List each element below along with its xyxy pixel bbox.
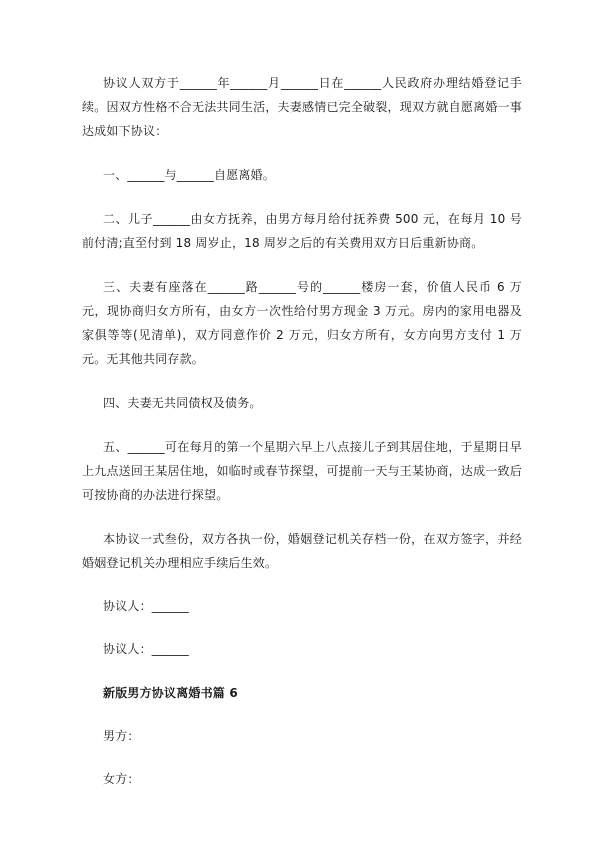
male-party-label: 男方： xyxy=(103,729,140,743)
signature-line-1: 协议人：______ xyxy=(103,599,190,613)
clause-4: 四、夫妻无共同债权及债务。 xyxy=(103,396,262,410)
clause-1: 一、______与______自愿离婚。 xyxy=(103,168,276,182)
closing-paragraph: 本协议一式叁份，双方各执一份，婚姻登记机关存档一份，在双方签字，并经婚姻登记机关办理相应手续后生效。 xyxy=(82,532,522,570)
clause-3: 三、夫妻有座落在______路______号的______楼房一套，价值人民币 6 万元，现协商归女方所有，由女方一次性给付男方现金 3 万元。房内的家用电器及家俱等等(见清单)，双方同意作价 2 万元，归女方所有，女方向男方支付 1 万元。无其他共同存款。 xyxy=(82,280,522,366)
clause-2: 二、儿子______由女方抚养，由男方每月给付抚养费 500 元，在每月 10 号前付清;直至付到 18 周岁止，18 周岁之后的有关费用双方日后重新协商。 xyxy=(82,212,522,250)
female-party-label: 女方： xyxy=(103,772,140,786)
signature-line-2: 协议人：______ xyxy=(103,642,190,656)
section-heading: 新版男方协议离婚书篇 6 xyxy=(103,686,238,700)
clause-5: 五、______可在每月的第一个星期六早上八点接儿子到其居住地，于星期日早上九点送回王某居住地，如临时或春节探望，可提前一天与王某协商，达成一致后可按协商的办法进行探望。 xyxy=(82,440,522,502)
intro-paragraph: 协议人双方于______年______月______日在______人民政府办理结婚登记手续。因双方性格不合无法共同生活，夫妻感情已完全破裂，现双方就自愿离婚一事达成如下协议： xyxy=(82,76,522,138)
document-body xyxy=(82,71,522,791)
